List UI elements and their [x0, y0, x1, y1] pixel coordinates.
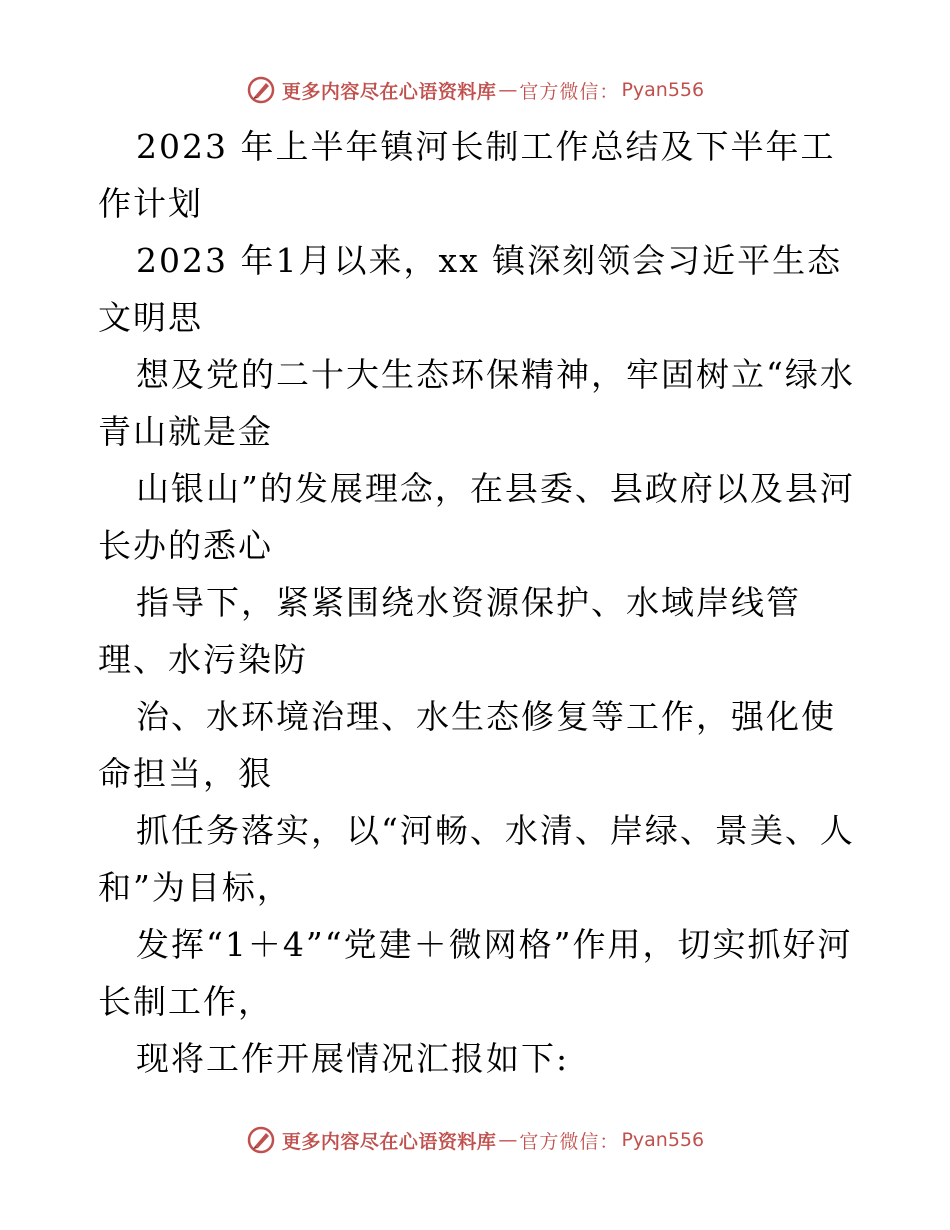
watermark-label: 官方微信：	[519, 1130, 620, 1153]
watermark-id: Pyan556	[621, 79, 705, 101]
watermark-dash: —	[498, 79, 518, 101]
document-title: 2023 年上半年镇河长制工作总结及下半年工作计划	[98, 127, 836, 223]
header-watermark	[0, 70, 950, 110]
document-body	[98, 118, 858, 1087]
pen-logo-icon	[246, 75, 276, 105]
paragraph-line: 山银山”的发展理念，在县委、县政府以及县河长办的悉心	[98, 469, 855, 565]
paragraph-line: 发挥“1＋4”“党建＋微网格”作用，切实抓好河长制工作，	[98, 925, 853, 1021]
pen-logo-icon	[246, 1125, 276, 1155]
watermark-label: 官方微信：	[519, 80, 620, 103]
paragraph-line: 2023 年1月以来，xx 镇深刻领会习近平生态文明思	[98, 241, 843, 337]
paragraph-line: 抓任务落实，以“河畅、水清、岸绿、景美、人和”为目标，	[98, 811, 855, 907]
watermark-brand: 更多内容尽在心语资料库	[281, 1130, 497, 1153]
watermark-brand: 更多内容尽在心语资料库	[281, 80, 497, 103]
paragraph-line: 想及党的二十大生态环保精神，牢固树立“绿水青山就是金	[98, 355, 855, 451]
paragraph-line: 现将工作开展情况汇报如下:	[136, 1039, 570, 1078]
paragraph-line: 指导下，紧紧围绕水资源保护、水域岸线管理、水污染防	[98, 583, 801, 679]
watermark-id: Pyan556	[621, 1129, 705, 1151]
paragraph-line: 治、水环境治理、水生态修复等工作，强化使命担当，狠	[98, 697, 836, 793]
footer-watermark	[0, 1120, 950, 1160]
watermark-dash: —	[498, 1129, 518, 1151]
